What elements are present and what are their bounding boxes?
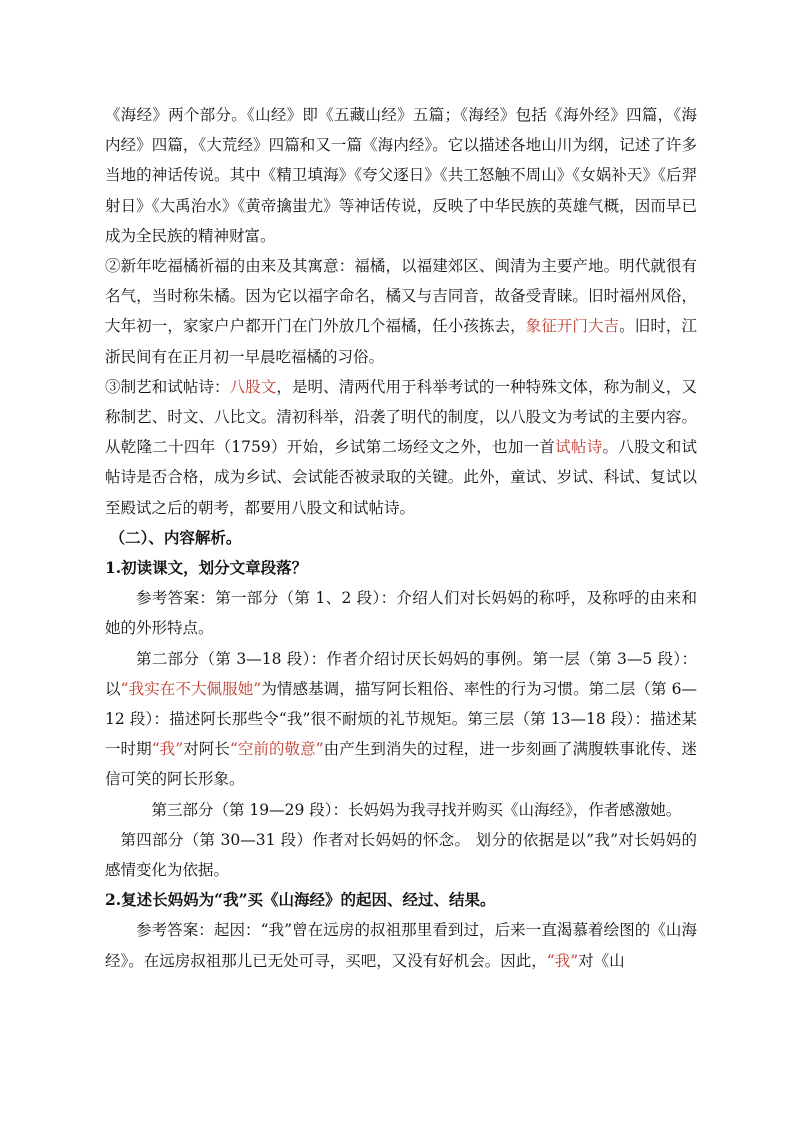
document-body — [105, 100, 697, 976]
highlight-text: “我” — [546, 951, 579, 970]
highlight-text: “我实在不大佩服她” — [120, 679, 262, 698]
highlight-text: “空前的敬意” — [229, 740, 324, 759]
text-segment: ③制艺和试帖诗： — [105, 377, 230, 396]
highlight-text: 象征开门大吉 — [525, 317, 620, 336]
answer-part-2 — [105, 644, 697, 795]
paragraph-baguwen — [105, 372, 697, 523]
question-2-title: 2.复述长妈妈为“我”买《山海经》的起因、经过、结果。 — [105, 890, 496, 910]
highlight-text: “我” — [151, 740, 184, 759]
text-segment: 对阿长 — [183, 740, 230, 759]
answer-part-4: 第四部分（第 30—31 段）作者对长妈妈的怀念。 划分的依据是以”我”对长妈妈的感情变化为依据。 — [105, 830, 697, 880]
highlight-text: 八股文 — [229, 377, 277, 396]
answer-part-1: 参考答案：第一部分（第 1、2 段）：介绍人们对长妈妈的称呼，及称呼的由来和她的外形特点。 — [105, 589, 697, 638]
text-segment: ②新年吃福橘祈福的由来及其寓意：福橘，以福建郊区、闽清为主要产地。明代就很有名气，当时称朱橘。因为它以福字命名，橘又与吉同音，故备受青睐。旧时福州风俗，大年初一，家家户户都开门在门外放几个福橘，任小孩拣去， — [105, 257, 697, 336]
text-segment: 参考答案：起因：“我”曾在远房的叔祖那里看到过，后来一直渴慕着绘图的《山海经》。在远房叔祖那儿已无处可寻，买吧，又没有好机会。因此， — [105, 921, 697, 970]
text-segment: 为情感基调，描写阿长粗俗、率性的行为习惯。第二层（第 6—12 段）：描述阿长那些令“我”很不耐烦的礼节规矩。第三层（第 13—18 段）：描述某一时期 — [105, 679, 697, 759]
text-segment: 第二部分（第 3—18 段）：作者介绍讨厌长妈妈的事例。第一层（第 3—5 段）：以 — [105, 649, 697, 698]
text-segment: 。旧时，江浙民间有在正月初一早晨吃福橘的习俗。 — [105, 317, 697, 366]
question-1-title: 1.初读课文，划分文章段落？ — [105, 558, 308, 578]
text-segment: 对《山 — [578, 951, 625, 970]
highlight-text: 试帖诗 — [555, 438, 603, 457]
text-segment: ，是明、清两代用于科举考试的一种特殊文体，称为制义，又称制艺、时文、八比文。清初科举，沿袭了明代的制度，以八股文为考试的主要内容。从乾隆二十四年（1759）开始，乡试第二场经文之外，也加一首 — [105, 377, 697, 457]
section-heading: （二）、内容解析。 — [109, 527, 242, 547]
answer-part-3: 第三部分（第 19—29 段）：长妈妈为我寻找并购买《山海经》，作者感激她。 — [151, 800, 682, 819]
text-segment: 由产生到消失的过程，进一步刻画了满腹轶事讹传、迷信可笑的阿长形象。 — [105, 740, 697, 789]
paragraph-fuju — [105, 251, 697, 372]
answer-q2 — [105, 915, 697, 975]
text-segment: 。八股文和试帖诗是否合格，成为乡试、会试能否被录取的关键。此外，童试、岁试、科试、复试以至殿试之后的朝考，都要用八股文和试帖诗。 — [105, 438, 697, 517]
paragraph-shanhaijing-intro: 《海经》两个部分。《山经》即《五藏山经》五篇；《海经》包括《海外经》四篇，《海内经》四篇，《大荒经》四篇和又一篇《海内经》。它以描述各地山川为纲，记述了许多当地的神话传说。其中《精卫填海》《夸父逐日》《共工怒触不周山》《女娲补天》《后羿射日》《大禹治水》《黄帝擒蚩尤》等神话传说，反映了中华民族的英雄气概，因而早已成为全民族的精神财富。 — [105, 106, 697, 245]
